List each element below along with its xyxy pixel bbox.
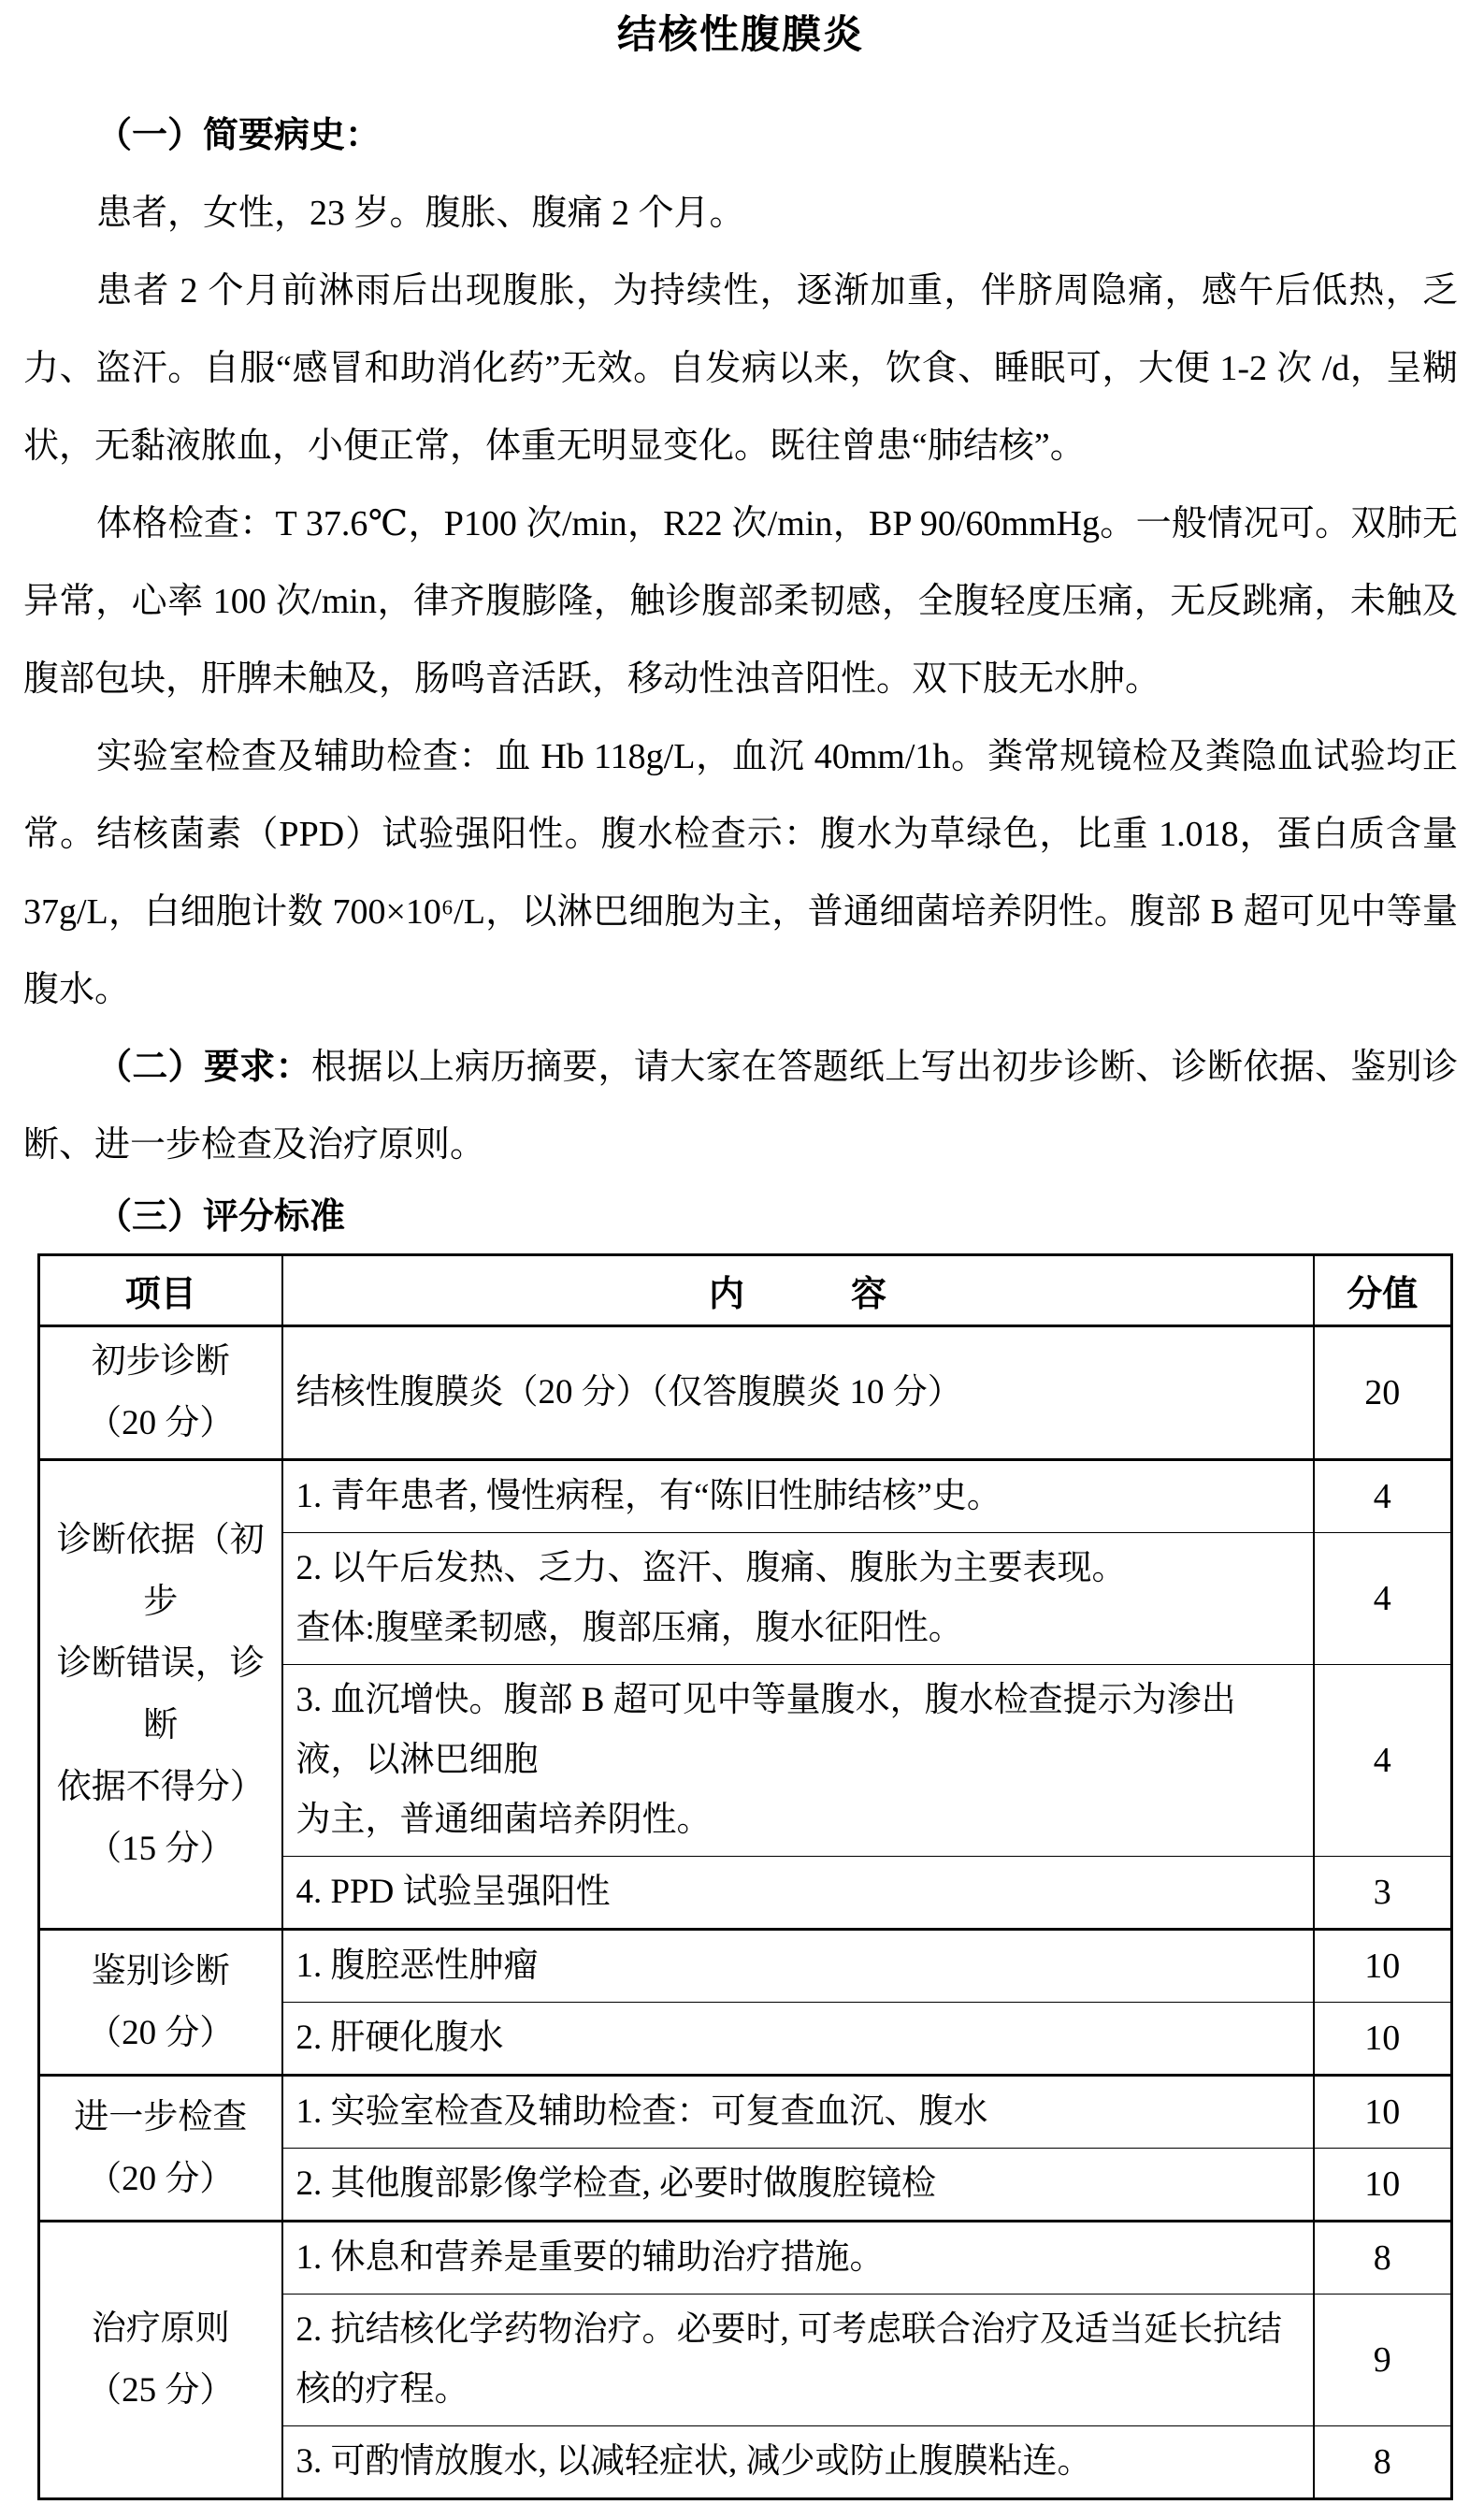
score-cell: 10 <box>1314 2076 1452 2149</box>
section-heading-brief-history: （一）简要病史： <box>96 116 382 155</box>
content-cell <box>282 1533 1314 1665</box>
item-line: 依据不得分） <box>56 1767 265 1806</box>
paragraph-4: 实验室检查及辅助检查：血 Hb 118g/L，血沉 40mm/1h。粪常规镜检及粪隐血试验均正常。结核菌素（PPD）试验强阳性。腹水检查示：腹水为草绿色，比重 1.018，蛋白质含量 37g/L，白细胞计数 700×10⁶/L，以淋巴细胞为主，普通细菌培养阴性。腹部 B 超可见中等量腹水。 <box>23 737 1458 1009</box>
content-cell <box>282 1326 1314 1460</box>
table-header-row <box>39 1255 1452 1326</box>
table-row <box>39 1460 1452 1533</box>
content-cell <box>282 1665 1314 1857</box>
score-cell: 3 <box>1314 1857 1452 1930</box>
content-cell <box>282 1930 1314 2003</box>
score-cell: 8 <box>1314 2426 1452 2499</box>
table-row <box>39 1326 1452 1460</box>
paragraph-3: 体格检查：T 37.6℃，P100 次/min，R22 次/min，BP 90/60mmHg。一般情况可。双肺无异常，心率 100 次/min，律齐腹膨隆，触诊腹部柔韧感，全腹轻度压痛，无反跳痛，未触及腹部包块，肝脾未触及，肠鸣音活跃，移动性浊音阳性。双下肢无水肿。 <box>23 504 1458 699</box>
content-line: 查体:腹壁柔韧感，腹部压痛，腹水征阳性。 <box>295 1609 963 1647</box>
item-cell <box>39 2222 282 2499</box>
content-cell <box>282 1857 1314 1930</box>
item-cell <box>39 1460 282 1930</box>
content-line: 2. 其他腹部影像学检查, 必要时做腹腔镜检 <box>295 2164 936 2203</box>
content-cell <box>282 1460 1314 1533</box>
item-line: 诊断错误，诊断 <box>56 1643 265 1744</box>
content-line: 2. 抗结核化学药物治疗。必要时, 可考虑联合治疗及适当延长抗结核的疗程。 <box>295 2310 1282 2409</box>
content-line: 2. 肝硬化腹水 <box>295 2019 504 2057</box>
content-line: 4. PPD 试验呈强阳性 <box>295 1873 611 1911</box>
item-line: （20 分） <box>87 2013 235 2052</box>
paragraph-5: （二）要求：根据以上病历摘要，请大家在答题纸上写出初步诊断、诊断依据、鉴别诊断、进一步检查及治疗原则。 <box>23 1048 1458 1165</box>
section-heading-scoring: （三）评分标准 <box>96 1197 346 1237</box>
item-line: 鉴别诊断 <box>91 1951 230 1991</box>
score-cell: 20 <box>1314 1326 1452 1460</box>
paragraph-lead-bold: （二）要求： <box>96 1048 311 1087</box>
item-line: （20 分） <box>87 1404 235 1442</box>
page-title: 结核性腹膜炎 <box>616 14 864 57</box>
content-cell <box>282 2295 1314 2426</box>
content-line: 为主，普通细菌培养阴性。 <box>295 1801 712 1839</box>
content-line: 结核性腹膜炎（20 分）（仅答腹膜炎 10 分） <box>295 1373 962 1412</box>
table-header-item: 项目 <box>39 1255 282 1326</box>
item-line: （25 分） <box>87 2371 235 2410</box>
table-header-score: 分值 <box>1314 1255 1452 1326</box>
score-cell: 10 <box>1314 1930 1452 2003</box>
table-row <box>39 2222 1452 2295</box>
content-cell <box>282 2149 1314 2222</box>
content-line: 1. 青年患者, 慢性病程，有“陈旧性肺结核”史。 <box>295 1477 1001 1515</box>
item-line: 进一步检查 <box>74 2097 248 2136</box>
paragraph-1: 患者，女性，23 岁。腹胀、腹痛 2 个月。 <box>96 194 745 233</box>
content-line: 1. 实验室检查及辅助检查：可复查血沉、腹水 <box>295 2092 988 2131</box>
content-line: 2. 以午后发热、乏力、盗汗、腹痛、腹胀为主要表现。 <box>295 1549 1127 1587</box>
content-line: 3. 血沉增快。腹部 B 超可见中等量腹水，腹水检查提示为渗出液，以淋巴细胞 <box>295 1681 1236 1779</box>
item-cell <box>39 1326 282 1460</box>
content-cell <box>282 2003 1314 2076</box>
score-cell: 4 <box>1314 1460 1452 1533</box>
content-line: 3. 可酌情放腹水, 以减轻症状, 减少或防止腹膜粘连。 <box>295 2442 1092 2481</box>
score-cell: 9 <box>1314 2295 1452 2426</box>
content-cell <box>282 2222 1314 2295</box>
item-line: 初步诊断 <box>91 1342 230 1381</box>
score-cell: 10 <box>1314 2149 1452 2222</box>
score-cell: 4 <box>1314 1665 1452 1857</box>
table-header-content: 内 容 <box>282 1255 1314 1326</box>
score-cell: 8 <box>1314 2222 1452 2295</box>
item-line: （20 分） <box>87 2159 235 2198</box>
score-cell: 10 <box>1314 2003 1452 2076</box>
item-line: （15 分） <box>87 1829 235 1868</box>
content-line: 1. 腹腔恶性肿瘤 <box>295 1947 539 1985</box>
item-cell <box>39 1930 282 2076</box>
item-line: 诊断依据（初步 <box>56 1520 265 1621</box>
case-history-body <box>23 175 1458 1184</box>
paragraph-2: 患者 2 个月前淋雨后出现腹胀，为持续性，逐渐加重，伴脐周隐痛，感午后低热，乏力、盗汗。自服“感冒和助消化药”无效。自发病以来，饮食、睡眠可，大便 1-2 次 /d，呈糊状，无黏液脓血，小便正常，体重无明显变化。既往曾患“肺结核”。 <box>23 271 1458 466</box>
content-line: 1. 休息和营养是重要的辅助治疗措施。 <box>295 2238 885 2277</box>
content-cell <box>282 2426 1314 2499</box>
scoring-table <box>37 1253 1453 2500</box>
item-cell <box>39 2076 282 2222</box>
item-line: 治疗原则 <box>91 2309 230 2348</box>
table-row <box>39 2076 1452 2149</box>
content-cell <box>282 2076 1314 2149</box>
table-row <box>39 1930 1452 2003</box>
score-cell: 4 <box>1314 1533 1452 1665</box>
